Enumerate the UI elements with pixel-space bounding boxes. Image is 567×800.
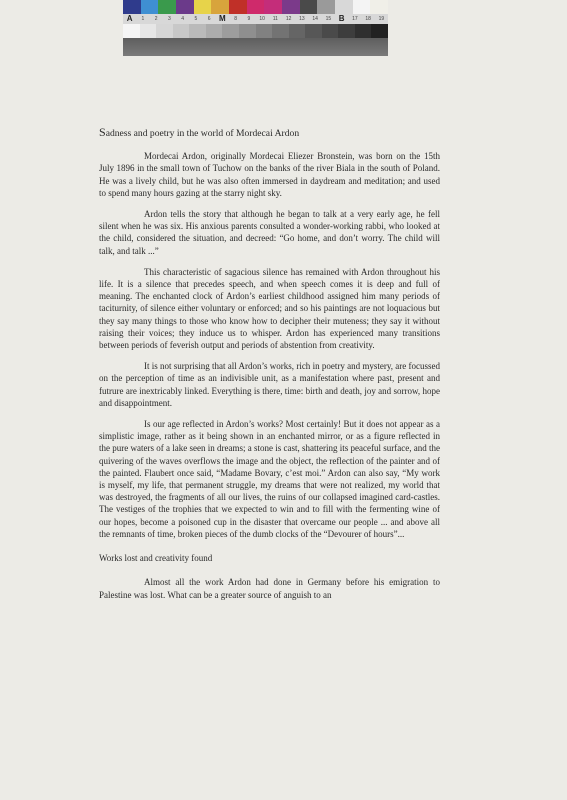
paragraph-3: This characteristic of sagacious silence has remained with Ardon throughout his life. It is a silence that precedes speech, and when speech comes it is deep and full of meaning. The enchanted clock of Ardon’s earliest childhood assigned him many periods of taciturnity, of silence either voluntary or enforced; and so his paintings are not loquacious but they say many things to those who know how to decipher their muteness; they say it without raising their voices; they induce us to whisper. Ardon has experienced many transitions between periods of feverish output and periods of abstention from creativity. (99, 266, 440, 351)
color-swatch-row (123, 0, 388, 14)
calibration-bottom-strip (123, 38, 388, 56)
color-swatch (176, 0, 194, 14)
gray-patch (123, 24, 140, 38)
gray-patch (140, 24, 157, 38)
color-swatch (300, 0, 318, 14)
calibration-label: 4 (181, 16, 185, 22)
color-swatch (141, 0, 159, 14)
calibration-label: 15 (325, 16, 332, 22)
gray-patch (305, 24, 322, 38)
calibration-label: 12 (285, 16, 292, 22)
color-swatch (123, 0, 141, 14)
gray-patch (322, 24, 339, 38)
section-heading: Works lost and creativity found (99, 553, 213, 564)
color-swatch (264, 0, 282, 14)
calibration-label: 11 (272, 16, 278, 22)
calibration-label: 3 (167, 16, 171, 22)
calibration-label: 8 (234, 16, 238, 22)
color-swatch (317, 0, 335, 14)
title-text: adness and poetry in the world of Mordecai Ardon (105, 128, 300, 139)
color-calibration-target (123, 0, 388, 56)
calibration-label: M (219, 14, 226, 23)
calibration-label: 9 (247, 16, 251, 22)
calibration-label: B (338, 14, 345, 23)
paragraph-2: Ardon tells the story that although he began to talk at a very early age, he fell silent when he was six. His anxious parents consulted a wonder-working rabbi, who looked at the child, considered the situation, and decreed: “Go home, and don’t worry. The child will talk, and talk ...” (99, 209, 440, 256)
gray-patch (173, 24, 190, 38)
gray-patch (371, 24, 388, 38)
gray-patch (338, 24, 355, 38)
gray-patch (289, 24, 306, 38)
gray-patch (222, 24, 239, 38)
paragraph-5: Is our age reflected in Ardon’s works? Most certainly! But it does not appear as a simplistic image, rather as it being shown in an enchanted mirror, or as a figure reflected in the pure waters of a lake seen in dreams; a stone is cast, shattering its peaceful surface, and the quivering of the waves overflows the image and the object, the reflection of the painter and of the painted. Flaubert once said, “Madame Bovary, c’est moi.” Ardon can also say, “My work is myself, my life, that permanent struggle, my dreams that were not realized, my world that was destroyed, the fragments of all our lives, the ruins of our collapsed imagined card-castles. The vestiges of the trophies that we expected to win and to fill with the fermenting wine of our hopes, become a poisoned cup in the disaster that overcame our people ... and above all the remnants of time, broken pieces of the dumb clocks of the “Devourer of hours”... (99, 419, 440, 539)
color-swatch (282, 0, 300, 14)
calibration-label-row (123, 14, 388, 24)
article-title (99, 126, 440, 140)
color-swatch (353, 0, 371, 14)
article-body (99, 126, 440, 610)
color-swatch (211, 0, 229, 14)
calibration-label: A (126, 14, 133, 23)
gray-patch (355, 24, 372, 38)
paragraph-4: It is not surprising that all Ardon’s works, rich in poetry and mystery, are focussed on the perception of time as an indivisible unit, as a manifestation where past, present and futrure are inextricably linked. Everything is there, time: birth and death, joy and sorrow, hope and disappointment. (99, 361, 440, 408)
calibration-label: 10 (259, 16, 265, 22)
color-swatch (335, 0, 353, 14)
grayscale-row (123, 24, 388, 38)
calibration-label: 14 (312, 16, 318, 22)
title-capital-letter: S (99, 125, 106, 139)
calibration-label: 17 (352, 16, 358, 22)
calibration-label: 13 (299, 16, 305, 22)
calibration-label: 6 (207, 16, 211, 22)
gray-patch (239, 24, 256, 38)
color-swatch (370, 0, 388, 14)
paragraph-6: Almost all the work Ardon had done in Germany before his emigration to Palestine was lost. What can be a greater source of anguish to an (99, 577, 440, 600)
color-swatch (194, 0, 212, 14)
calibration-label: 18 (365, 16, 371, 22)
color-swatch (247, 0, 265, 14)
color-swatch (229, 0, 247, 14)
calibration-label: 2 (154, 16, 158, 22)
color-swatch (158, 0, 176, 14)
calibration-label: 1 (141, 16, 145, 22)
gray-patch (156, 24, 173, 38)
gray-patch (189, 24, 206, 38)
calibration-label: 5 (194, 16, 198, 22)
calibration-label: 19 (378, 16, 385, 22)
paragraph-1: Mordecai Ardon, originally Mordecai Eliezer Bronstein, was born on the 15th July 1896 in the small town of Tuchow on the banks of the river Biala in the south of Poland. He was a lively child, but he was also often immersed in daydream and meditation; and used to spend many hours gazing at the starry night sky. (99, 151, 440, 198)
gray-patch (256, 24, 273, 38)
gray-patch (206, 24, 223, 38)
gray-patch (272, 24, 289, 38)
